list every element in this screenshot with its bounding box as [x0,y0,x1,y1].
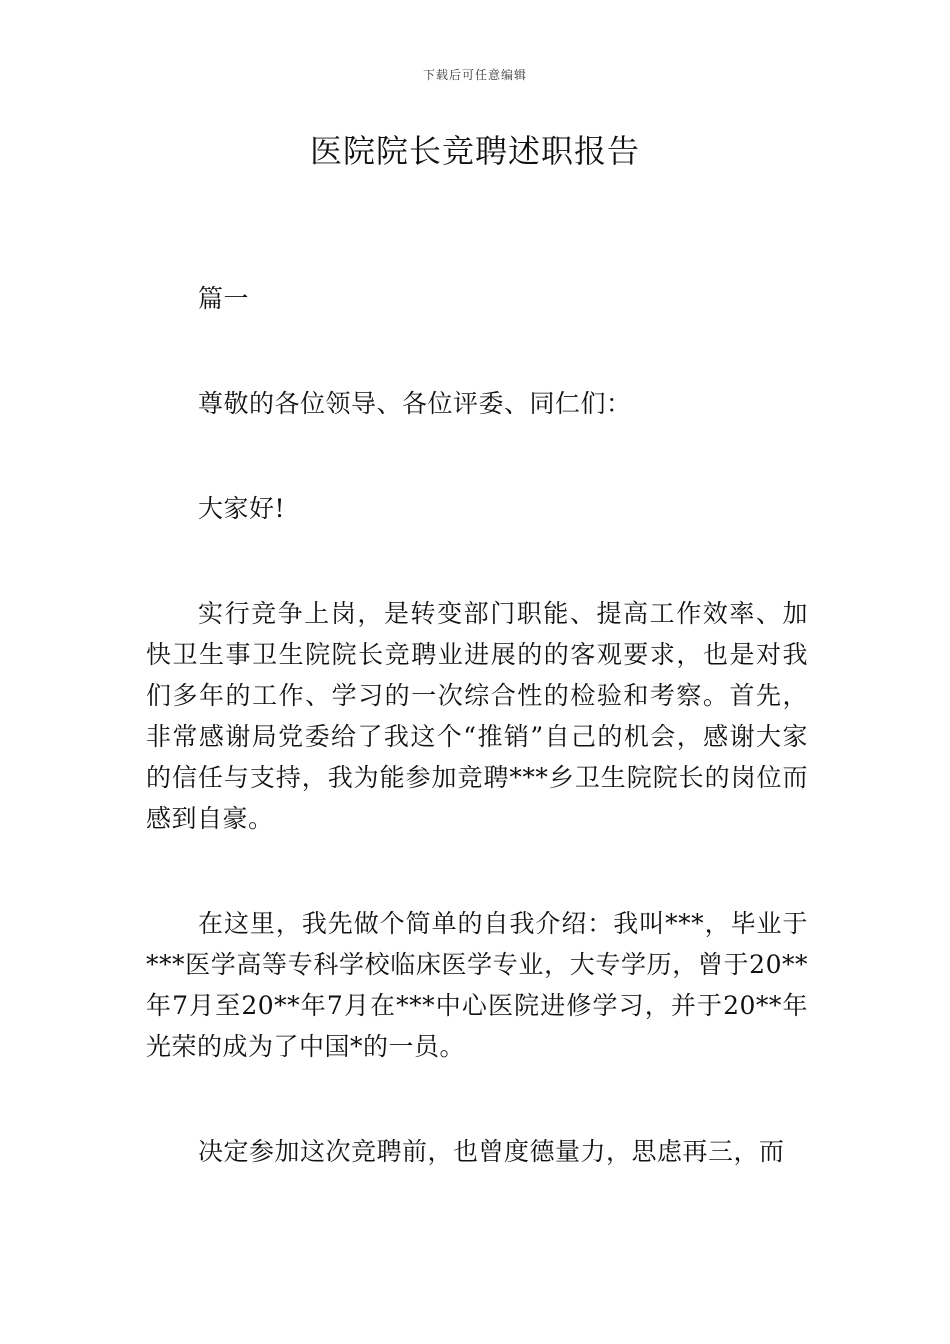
paragraph-greeting: 大家好! [198,494,286,523]
header-note: 下载后可任意编辑 [422,68,527,82]
paragraph-section-label: 篇一 [198,284,250,313]
paragraph-salutation: 尊敬的各位领导、各位评委、同仁们： [198,389,632,418]
paragraph-decision: 决定参加这次竞聘前，也曾度德量力，思虑再三，而 [198,1137,785,1166]
document-body [146,278,808,1236]
document-title: 医院院长竞聘述职报告 [309,132,640,170]
paragraph-self-introduction: 在这里，我先做个简单的自我介绍：我叫***，毕业于***医学高等专科学校临床医学专业，大专学历，曾于20**年7月至20**年7月在***中心医院进修学习，并于20**年光荣的成为了中国*的一员。 [146,909,808,1061]
paragraph-introduction: 实行竞争上岗，是转变部门职能、提高工作效率、加快卫生事卫生院院长竞聘业进展的的客观要求，也是对我们多年的工作、学习的一次综合性的检验和考察。首先，非常感谢局党委给了我这个“推销”自己的机会，感谢大家的信任与支持，我为能参加竞聘***乡卫生院院长的岗位而感到自豪。 [146,599,808,833]
